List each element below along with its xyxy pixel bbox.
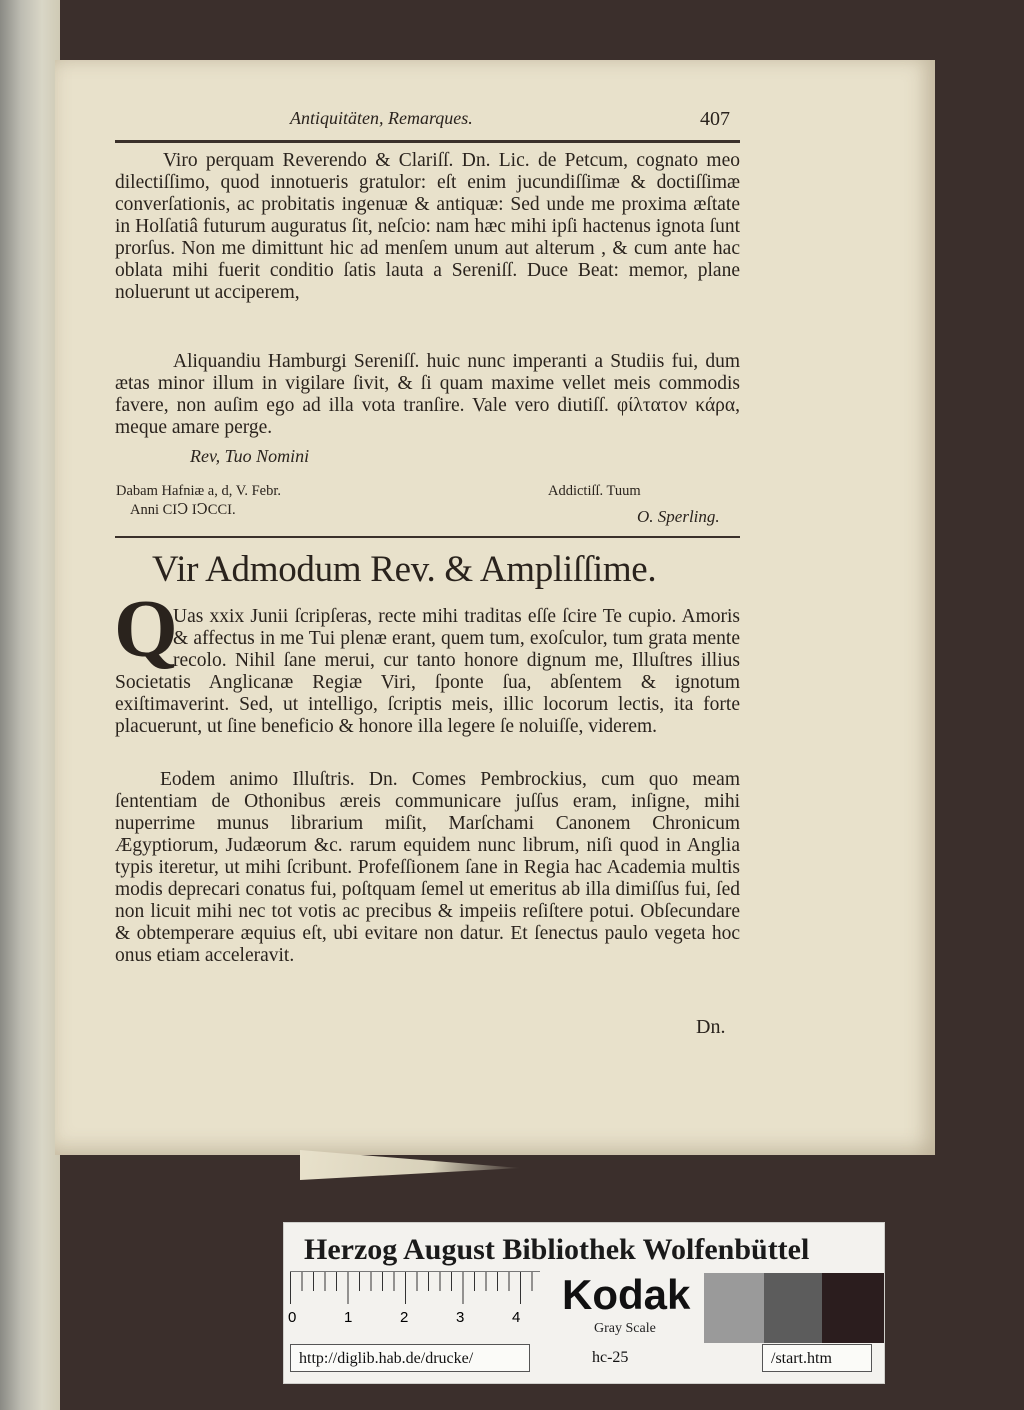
ruler-number: 4 bbox=[512, 1309, 521, 1326]
section-heading: Vir Admodum Rev. & Ampliſſime. bbox=[152, 549, 657, 590]
page-number: 407 bbox=[700, 108, 730, 130]
drop-cap-space bbox=[115, 606, 173, 666]
ruler-number: 0 bbox=[288, 1309, 297, 1326]
ruler-number: 2 bbox=[400, 1309, 409, 1326]
letter-paragraph-2: Aliquandiu Hamburgi Sereniſſ. huic nunc imperanti a Studiis fui, dum ætas minor illum in vigilare ſivit, & ſi quam maxime vellet meis commodis favere, non auſim ego ad illa vota tranſire. Vale vero diutiſſ. φίλτατον κάρα, meque amare perge. bbox=[115, 351, 740, 438]
dateline-place: Dabam Hafniæ a, d, V. Febr. bbox=[116, 483, 281, 499]
ruler-number: 3 bbox=[456, 1309, 465, 1326]
scale-ruler bbox=[290, 1271, 540, 1304]
book-binding-edge bbox=[0, 0, 60, 1410]
addictissimus-line: Addictiſſ. Tuum bbox=[548, 483, 641, 499]
gray-swatch-dark bbox=[822, 1273, 884, 1343]
dateline bbox=[116, 482, 281, 520]
source-url[interactable]: http://diglib.hab.de/drucke/ bbox=[290, 1344, 530, 1372]
drop-cap: Q bbox=[114, 583, 178, 674]
shelfmark-code: hc-25 bbox=[592, 1349, 629, 1366]
kodak-logo: Kodak bbox=[562, 1271, 691, 1318]
section-rule bbox=[115, 536, 740, 538]
letter-paragraph-1: Viro perquam Reverendo & Clariſſ. Dn. Lic. de Petcum, cognato meo dilectiſſimo, quod innotueris gratulor: eſt enim jucundiſſimæ & doctiſſimæ converſationis, ac probitatis ingenuæ & antiquæ: Sed unde me proxima æſtate in Holſatiâ futurum auguratus ſit, neſcio: nam hæc mihi ipſi hactenus ignota ſunt prorſus. Non me dimittunt hic ad menſem unum aut alterum , & cum ante hac oblata mihi fuerit conditio ſatis lauta a Sereniſſ. Duce Beat: memor, plane noluerunt ut acciperem, bbox=[115, 150, 740, 303]
letter-paragraph-4: Eodem animo Illuſtris. Dn. Comes Pembrockius, cum quo meam ſententiam de Othonibus æreis communicare juſſus eram, inſigne, mihi nuperrime munus librarium miſit, Marſchami Canonem Chronicum Ægyptiorum, Judæorum &c. rarum equidem nunc librum, niſi quod in Anglia typis iteretur, ut mihi ſcribunt. Profeſſionem ſane in Regia hac Academia multis modis deprecari conatus fui, poſtquam ſemel ut emeritus ab illa dimiſſus fui, ſed non licuit mihi nec tot votis ac precibus & impeiis reſiſtere potui. Obſecundare & obtemperare æquius eſt, ubi evitare non datur. Et ſenectus paulo vegeta hoc onus etiam acceleravit. bbox=[115, 769, 740, 966]
catchword: Dn. bbox=[696, 1016, 726, 1038]
gray-swatch-light bbox=[704, 1273, 764, 1343]
start-link[interactable]: /start.htm bbox=[762, 1344, 872, 1372]
kodak-color-card bbox=[283, 1222, 885, 1384]
gray-swatch-mid bbox=[764, 1273, 824, 1343]
header-rule bbox=[115, 140, 740, 143]
dateline-year: Anni CIↃ IↃCCI. bbox=[130, 502, 236, 518]
running-head: Antiquitäten, Remarques. bbox=[290, 108, 473, 128]
letter-paragraph-3-text: Uas xxix Junii ſcripſeras, recte mihi traditas eſſe ſcire Te cupio. Amoris & affectus in me Tui plenæ erant, quem tum, exoſculor, tum grata mente recolo. Nihil ſane merui, cur tanto honore dignum me, Illuſtres illius Societatis Anglicanæ Regiæ Viri, ſponte ſua, abſentem & ignotum exiſtimaverint. Sed, ut intelligo, ſcriptis meis, illic locorum lectis, ita forte placuerunt, ut ſine beneficio & honore illa legere ſe noluiſſe, viderem. bbox=[115, 606, 740, 737]
signature: O. Sperling. bbox=[637, 507, 720, 526]
library-name: Herzog August Bibliothek Wolfenbüttel bbox=[304, 1233, 810, 1266]
gray-scale-label: Gray Scale bbox=[594, 1321, 656, 1336]
letter-paragraph-3 bbox=[115, 606, 740, 738]
ruler-number: 1 bbox=[344, 1309, 353, 1326]
closing-salutation: Rev, Tuo Nomini bbox=[190, 446, 310, 466]
